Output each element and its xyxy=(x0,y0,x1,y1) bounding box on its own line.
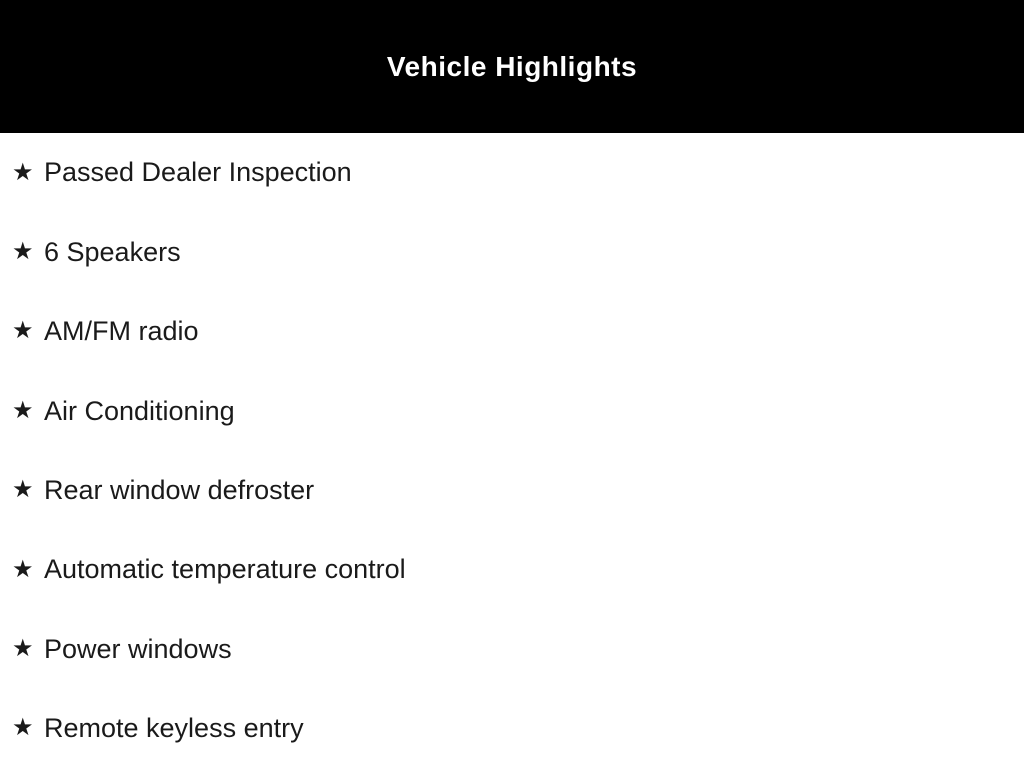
highlight-label: AM/FM radio xyxy=(44,316,199,347)
highlight-label: Rear window defroster xyxy=(44,474,315,505)
star-icon: ★ xyxy=(12,555,34,583)
highlight-label: Automatic temperature control xyxy=(44,554,406,585)
highlight-label: Passed Dealer Inspection xyxy=(44,157,352,188)
list-item xyxy=(0,371,1024,450)
page-title: Vehicle Highlights xyxy=(386,50,638,82)
star-icon: ★ xyxy=(12,317,34,345)
star-icon: ★ xyxy=(12,634,34,662)
list-item xyxy=(0,212,1024,291)
highlight-label: Remote keyless entry xyxy=(44,713,304,744)
list-item xyxy=(0,530,1024,609)
list-item xyxy=(0,292,1024,371)
highlight-label: Air Conditioning xyxy=(44,395,235,426)
star-icon: ★ xyxy=(12,714,34,742)
highlight-label: 6 Speakers xyxy=(44,236,181,267)
highlights-list xyxy=(0,133,1024,768)
star-icon: ★ xyxy=(12,396,34,424)
list-item xyxy=(0,609,1024,688)
list-item xyxy=(0,133,1024,212)
list-item xyxy=(0,689,1024,768)
list-item xyxy=(0,451,1024,530)
star-icon: ★ xyxy=(12,158,34,186)
star-icon: ★ xyxy=(12,476,34,504)
page-header xyxy=(0,0,1024,133)
highlight-label: Power windows xyxy=(44,633,232,664)
star-icon: ★ xyxy=(12,238,34,266)
